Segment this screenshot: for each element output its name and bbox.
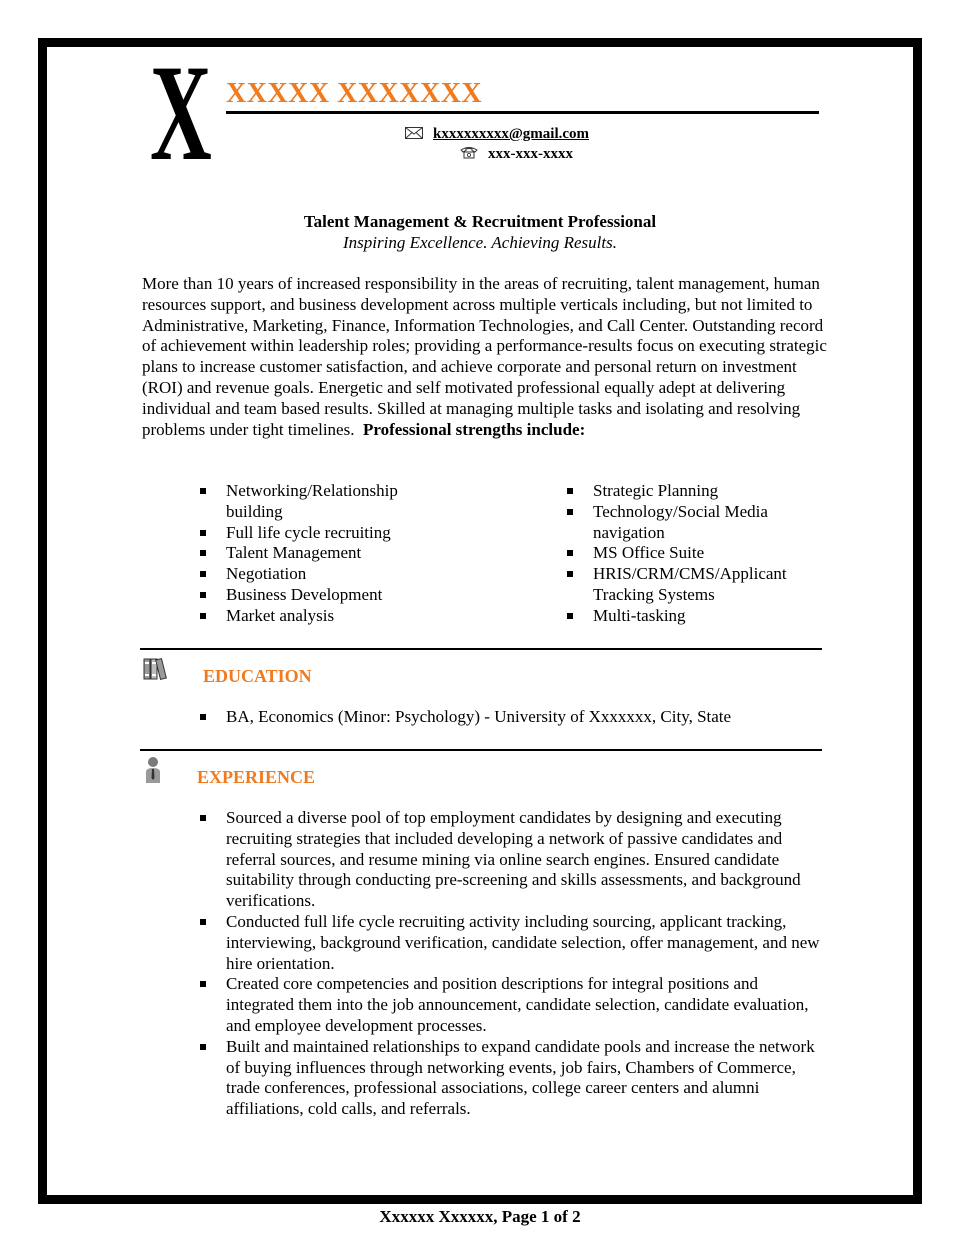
list-item: Strategic Planning (559, 481, 819, 502)
tagline: Inspiring Excellence. Achieving Results. (343, 233, 617, 252)
strengths-list-right (559, 481, 819, 627)
list-item: Technology/Social Media navigation (559, 502, 819, 544)
list-item: Talent Management (192, 543, 452, 564)
name-underline (226, 111, 819, 114)
list-item: Market analysis (192, 606, 452, 627)
list-item: Networking/Relationship building (192, 481, 452, 523)
monogram-initial: X (150, 36, 211, 189)
list-item: HRIS/CRM/CMS/Applicant Tracking Systems (559, 564, 819, 606)
candidate-name: XXXXX XXXXXXX (226, 78, 483, 109)
education-heading: EDUCATION (203, 666, 312, 686)
list-item: Full life cycle recruiting (192, 523, 452, 544)
phone-icon (460, 146, 478, 159)
email-link[interactable]: kxxxxxxxxx@gmail.com (433, 126, 590, 142)
list-item: Sourced a diverse pool of top employment candidates by designing and executing recruiting strategies that included developing a network of passive candidates and referral sources, and resume mining via online search engines. Ensured candidate suitability through conducting pre-screening and skills assessments, and background verifications. (192, 808, 824, 912)
list-item: Built and maintained relationships to expand candidate pools and increase the network of buying influences through networking events, job fairs, Chambers of Commerce, trade conferences, professional associations, college career centers and alumni affiliations, cold calls, and referrals. (192, 1037, 824, 1120)
books-icon (143, 657, 177, 681)
summary-text: More than 10 years of increased responsibility in the areas of recruiting, talent management, human resources support, and business development across multiple verticals including, but not limited to Administrative, Marketing, Finance, Information Technologies, and Call Center. Outstanding record of achievement within leadership roles; providing a performance-results focus on executing strategic plans to increase customer satisfaction, and achieve corporate and personal return on investment (ROI) and revenue goals. Energetic and self motivated professional equally adept at delivering individual and team based results. Skilled at managing multiple tasks and isolating and resolving problems under tight timelines. (142, 274, 827, 439)
strengths-label: Professional strengths include: (362, 419, 586, 439)
section-divider (140, 749, 822, 751)
list-item: Multi-tasking (559, 606, 819, 627)
person-icon (144, 756, 162, 784)
professional-title: Talent Management & Recruitment Professional (303, 212, 657, 231)
list-item: BA, Economics (Minor: Psychology) - University of Xxxxxxx, City, State (192, 707, 832, 728)
phone-number: xxx-xxx-xxxx (488, 146, 573, 162)
experience-list (192, 808, 824, 1120)
education-list (192, 707, 832, 728)
section-divider (140, 648, 822, 650)
list-item: Conducted full life cycle recruiting activity including sourcing, applicant tracking, interviewing, background verification, candidate selection, offer management, and new hire orientation. (192, 912, 824, 974)
experience-heading: EXPERIENCE (197, 767, 316, 787)
list-item: MS Office Suite (559, 543, 819, 564)
summary-paragraph (142, 274, 832, 440)
list-item: Business Development (192, 585, 452, 606)
strengths-list-left (192, 481, 452, 627)
page-footer: Xxxxxx Xxxxxx, Page 1 of 2 (379, 1207, 581, 1226)
mail-icon (405, 127, 423, 139)
list-item: Negotiation (192, 564, 452, 585)
list-item: Created core competencies and position descriptions for integral positions and integrated them into the job announcement, candidate selection, candidate evaluation, and employee development processes. (192, 974, 824, 1036)
